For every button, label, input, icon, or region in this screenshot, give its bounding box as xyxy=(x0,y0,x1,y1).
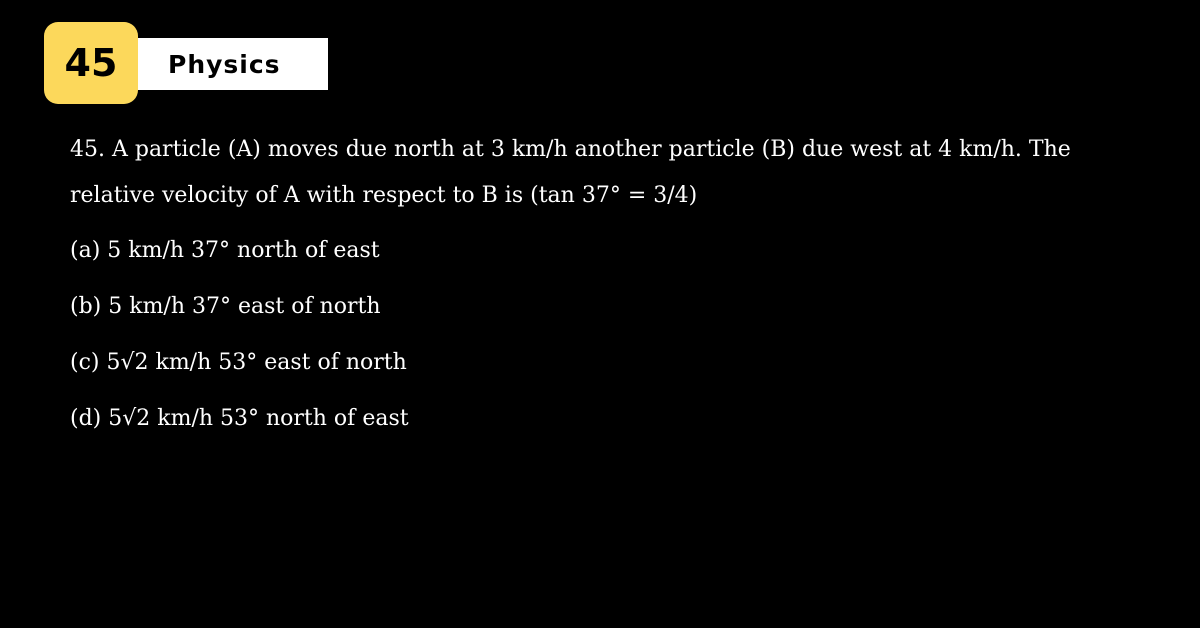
question-number-badge: 45 xyxy=(44,22,138,104)
options-list xyxy=(70,229,409,453)
option-a: (a) 5 km/h 37° north of east xyxy=(70,238,380,263)
subject-label: Physics xyxy=(128,38,328,90)
option-c: (c) 5√2 km/h 53° east of north xyxy=(70,350,407,375)
question-text: 45. A particle (A) moves due north at 3 km/h another particle (B) due west at 4 km/h. The relative velocity of A with respect to B is (tan 37° = 3/4) xyxy=(70,137,1071,208)
option-d: (d) 5√2 km/h 53° north of east xyxy=(70,406,409,431)
option-b: (b) 5 km/h 37° east of north xyxy=(70,294,381,319)
